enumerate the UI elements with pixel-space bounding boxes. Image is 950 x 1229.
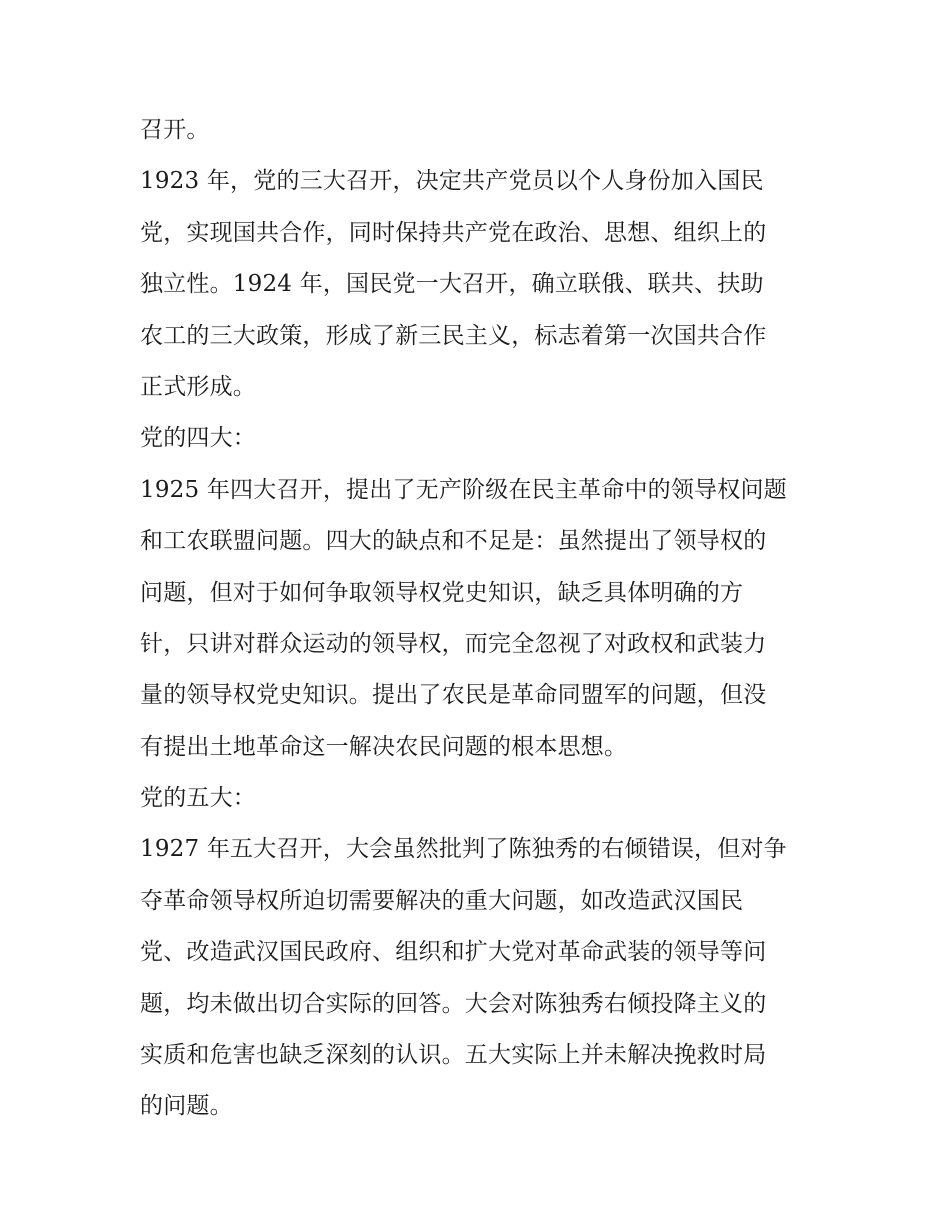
section-heading: 党的四大：	[140, 425, 256, 452]
text-line: 问题，但对于如何争取领导权党史知识，缺乏具体明确的方	[140, 579, 744, 606]
text-line: 独立性。1924 年，国民党一大召开，确立联俄、联共、扶助	[140, 271, 764, 298]
text-line: 的问题。	[140, 1093, 233, 1120]
text-line: 有提出土地革命这一解决农民问题的根本思想。	[140, 733, 628, 760]
text-line: 1925 年四大召开，提出了无产阶级在民主革命中的领导权问题	[140, 476, 787, 503]
text-line: 实质和危害也缺乏深刻的认识。五大实际上并未解决挽救时局	[140, 1042, 767, 1069]
text-line: 党、改造武汉国民政府、组织和扩大党对革命武装的领导等问	[140, 939, 767, 966]
text-line: 1927 年五大召开，大会虽然批判了陈独秀的右倾错误，但对争	[140, 836, 787, 863]
section-heading: 党的五大：	[140, 785, 256, 812]
text-line: 题，均未做出切合实际的回答。大会对陈独秀右倾投降主义的	[140, 990, 767, 1017]
document-body	[140, 105, 820, 1133]
text-line: 召开。	[140, 117, 210, 143]
text-line: 党，实现国共合作，同时保持共产党在政治、思想、组织上的	[140, 219, 767, 246]
text-line: 夺革命领导权所迫切需要解决的重大问题，如改造武汉国民	[140, 887, 744, 914]
text-line: 正式形成。	[140, 373, 256, 400]
text-line: 针，只讲对群众运动的领导权，而完全忽视了对政权和武装力	[140, 630, 767, 657]
text-line: 农工的三大政策，形成了新三民主义，标志着第一次国共合作	[140, 322, 767, 349]
text-line: 量的领导权党史知识。提出了农民是革命同盟军的问题，但没	[140, 682, 767, 709]
text-line: 1923 年，党的三大召开，决定共产党员以个人身份加入国民	[140, 168, 764, 195]
text-line: 和工农联盟问题。四大的缺点和不足是：虽然提出了领导权的	[140, 528, 767, 555]
